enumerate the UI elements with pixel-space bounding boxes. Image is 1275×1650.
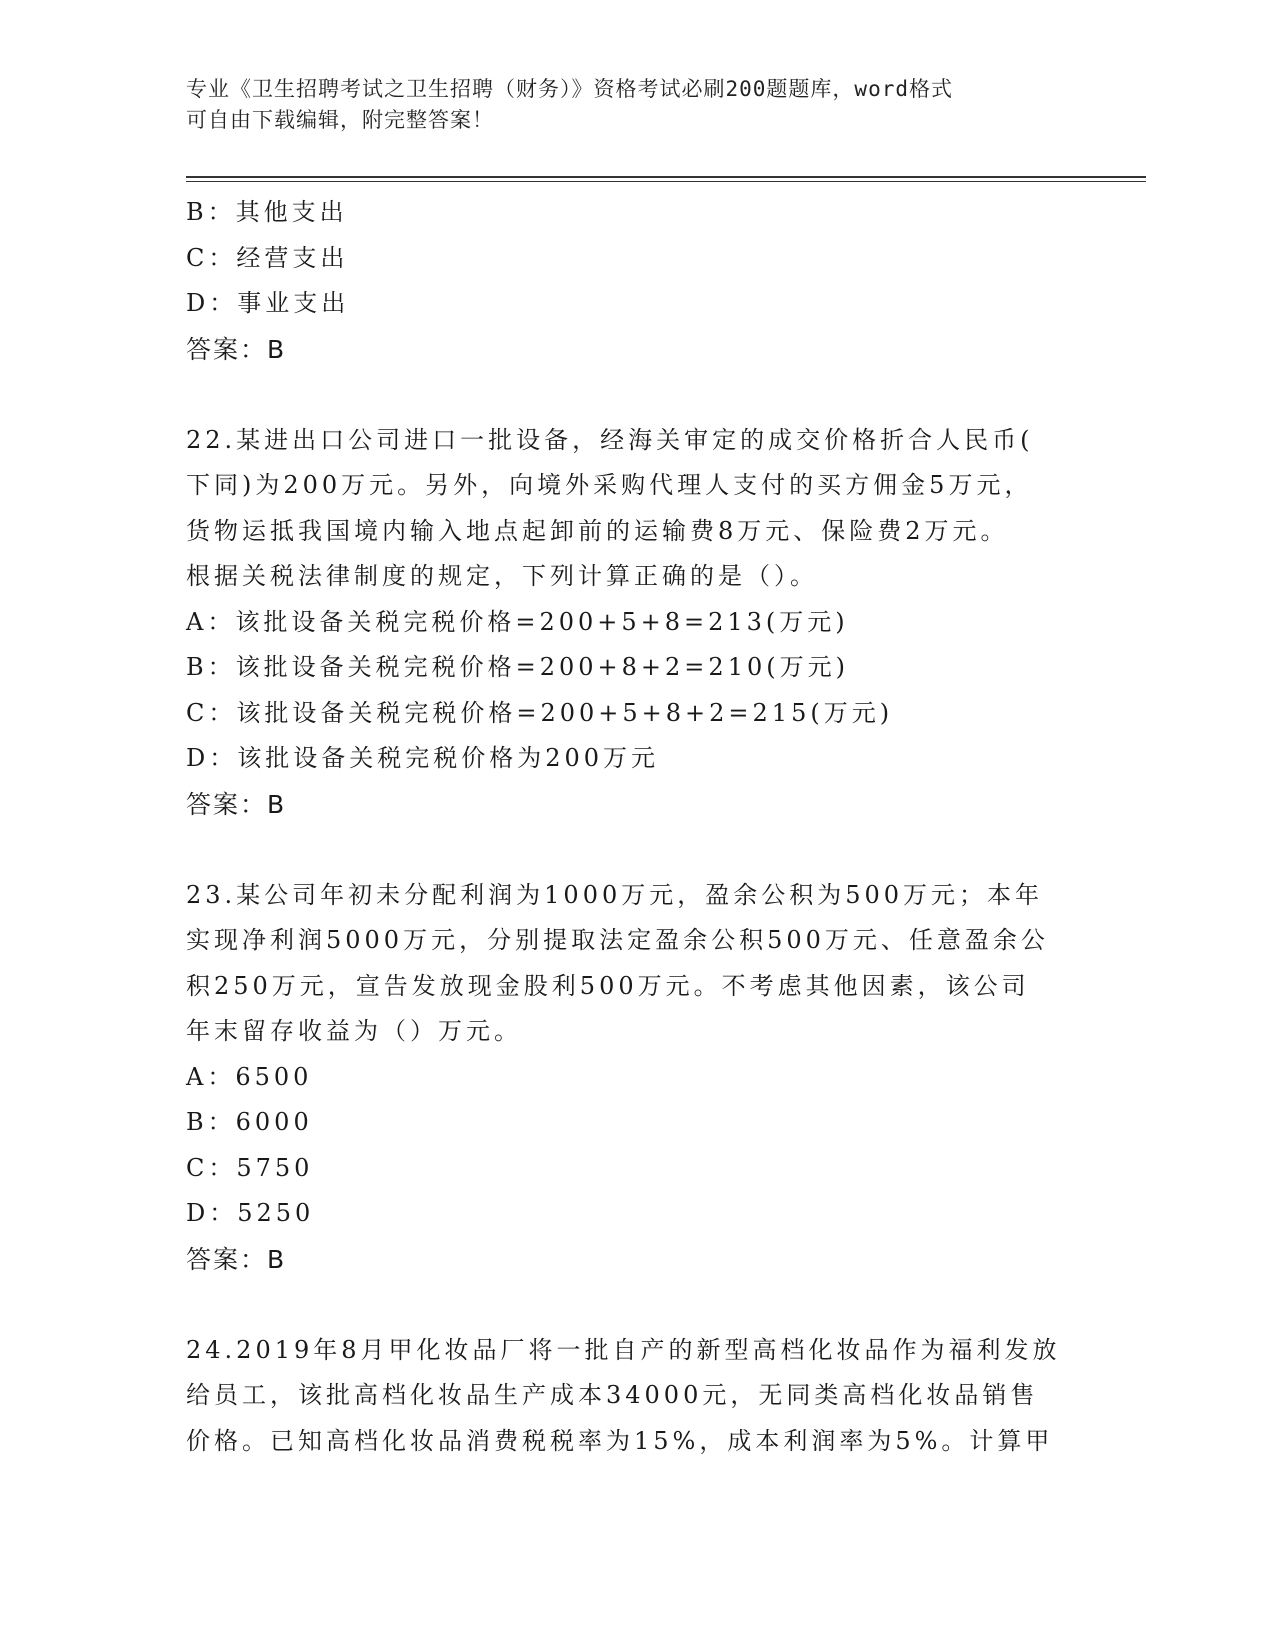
- question-stem-line: 年末留存收益为（）万元。: [186, 1017, 522, 1045]
- spacer: [186, 827, 1086, 873]
- option-d: D：5250: [186, 1199, 315, 1227]
- option-d: D：事业支出: [186, 289, 350, 317]
- question-stem-line: 根据关税法律制度的规定，下列计算正确的是（）。: [186, 562, 818, 590]
- option-a: A：6500: [186, 1062, 313, 1091]
- question-stem-line: 货物运抵我国境内输入地点起卸前的运输费8万元、保险费2万元。: [186, 516, 1009, 545]
- header-divider-thin: [186, 181, 1146, 182]
- option-b: B：6000: [186, 1108, 313, 1136]
- document-body: [186, 190, 1086, 1464]
- question-stem-line: 24.2019年8月甲化妆品厂将一批自产的新型高档化妆品作为福利发放: [186, 1335, 1061, 1364]
- spacer: [186, 372, 1086, 418]
- answer: 答案：B: [186, 789, 287, 819]
- option-a: A：该批设备关税完税价格=200+5+8=213(万元): [186, 607, 849, 636]
- option-d: D：该批设备关税完税价格为200万元: [186, 744, 660, 772]
- question-stem-line: 23.某公司年初未分配利润为1000万元，盈余公积为500万元；本年: [186, 880, 1044, 909]
- question-stem-line: 给员工，该批高档化妆品生产成本34000元，无同类高档化妆品销售: [186, 1381, 1039, 1409]
- spacer: [186, 1282, 1086, 1328]
- question-stem-line: 下同)为200万元。另外，向境外采购代理人支付的买方佣金5万元，: [186, 471, 1033, 499]
- answer: 答案：B: [186, 1244, 287, 1274]
- answer: 答案：B: [186, 334, 287, 364]
- header-line-1: 专业《卫生招聘考试之卫生招聘（财务）》资格考试必刷200题题库，word格式: [186, 77, 953, 101]
- question-22: [186, 418, 1086, 828]
- question-stem-line: 实现净利润5000万元，分别提取法定盈余公积500万元、任意盈余公: [186, 926, 1049, 954]
- question-stem-line: 积250万元，宣告发放现金股利500万元。不考虑其他因素，该公司: [186, 971, 1030, 1000]
- option-b: B：该批设备关税完税价格=200+8+2=210(万元): [186, 653, 849, 681]
- page-header: [186, 74, 1086, 136]
- option-c: C：5750: [186, 1153, 314, 1182]
- option-c: C：该批设备关税完税价格=200+5+8+2=215(万元): [186, 698, 894, 727]
- question-21: [186, 190, 1086, 372]
- question-stem-line: 22.某进出口公司进口一批设备，经海关审定的成交价格折合人民币(: [186, 425, 1034, 454]
- header-line-2: 可自由下载编辑，附完整答案！: [186, 108, 494, 132]
- question-24: [186, 1328, 1086, 1465]
- option-b: B：其他支出: [186, 198, 348, 226]
- question-stem-line: 价格。已知高档化妆品消费税税率为15%，成本利润率为5%。计算甲: [186, 1426, 1054, 1455]
- option-c: C：经营支出: [186, 243, 349, 272]
- question-23: [186, 873, 1086, 1283]
- header-divider-thick: [186, 176, 1146, 178]
